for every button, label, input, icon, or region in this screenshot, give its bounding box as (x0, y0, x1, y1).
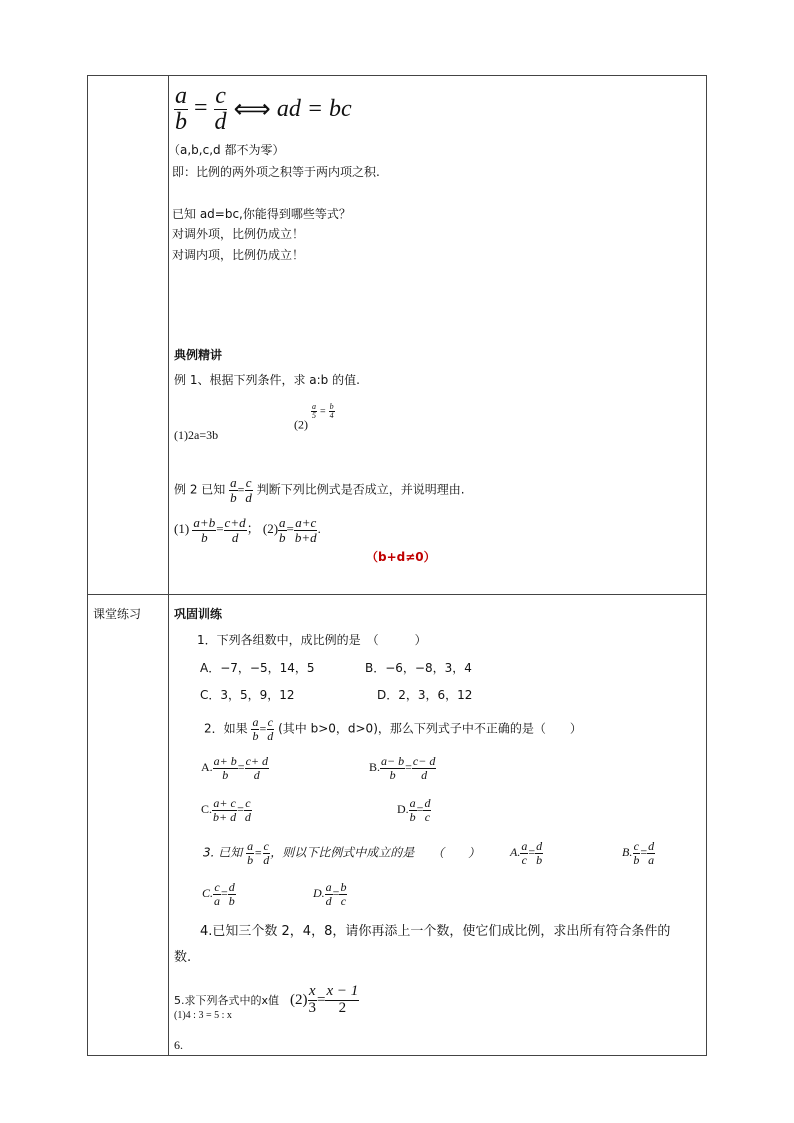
practice-heading: 巩固训练 (174, 607, 223, 621)
q1-option-b: B．−6，−8，3，4 (365, 661, 472, 675)
q2-option-d: D. $\frac{a}{b}$ = $\frac{d}{c}$ (397, 796, 431, 824)
question-5-title: 5.求下列各式中的x值 (174, 994, 280, 1007)
question-4-line2: 数. (174, 950, 192, 965)
iff-symbol: ⟺ (233, 94, 271, 124)
swap-outer-text: 对调外项，比例仍成立！ (172, 227, 305, 241)
question-3: 3. 已知 $\frac{a}{b}$ = $\frac{c}{d}$ ，则以下比例式中成立的是 （ ） (203, 839, 481, 867)
q3-option-b: B. $\frac{c}{b}$ = $\frac{d}{a}$ (622, 839, 655, 867)
lesson-table (87, 75, 707, 1056)
example1-part1: (1)2a=3b (174, 428, 219, 442)
question-1: 1．下列各组数中，成比例的是 （ ） (197, 633, 427, 647)
swap-inner-text: 对调内项，比例仍成立！ (172, 248, 305, 262)
q1-option-a: A．−7，−5，14，5 (200, 661, 315, 675)
q1-option-d: D．2，3，6，12 (377, 688, 473, 702)
example2-line: 例 2 已知 $\frac{a}{b}$ = $\frac{c}{d}$ 判断下列比例式是否成立，并说明理由. (174, 475, 465, 505)
example2-parts: (1) $\frac{a+b}{b}$ = $\frac{c+d}{d}$ ； (2) $\frac{a}{b}$ = $\frac{a+c}{b+d}$ . (174, 515, 321, 545)
nonzero-note: （b+d≠0） (366, 550, 436, 564)
question-text: 已知 ad=bc,你能得到哪些等式？ (172, 207, 351, 221)
proportion-formula: $\frac{a}{b}$ = $\frac{c}{d}$ ⟺ ad = bc (175, 83, 352, 136)
q2-option-c: C. $\frac{a+ c}{b+ d}$ = $\frac{c}{d}$ (201, 796, 251, 824)
question-5-part1: (1)4 : 3 = 5 : x (174, 1010, 232, 1021)
question-5-part2: (2) $\frac{x}{3}$ = $\frac{x - 1}{2}$ (290, 983, 359, 1016)
example1-title: 例 1、根据下列条件，求 a:b 的值. (174, 373, 360, 387)
question-6: 6. (174, 1038, 183, 1052)
q1-option-c: C．3，5，9，12 (200, 688, 295, 702)
meaning-text: 即：比例的两外项之积等于两内项之积. (172, 165, 380, 179)
column-divider (168, 76, 169, 1055)
q3-option-a: A. $\frac{a}{c}$ = $\frac{d}{b}$ (510, 839, 543, 867)
q2-option-b: B. $\frac{a- b}{b}$ = $\frac{c- d}{d}$ (369, 754, 436, 782)
question-4-line1: 4.已知三个数 2，4，8，请你再添上一个数，使它们成比例，求出所有符合条件的 (200, 924, 671, 939)
examples-heading: 典例精讲 (174, 348, 223, 362)
q3-option-c: C. $\frac{c}{a}$ = $\frac{d}{b}$ (202, 880, 235, 908)
condition-text: （a,b,c,d 都不为零） (168, 143, 285, 157)
question-2: 2．如果 $\frac{a}{b}$ = $\frac{c}{d}$ (其中 b>0，d>0)，那么下列式子中不正确的是（ ） (204, 715, 582, 743)
row-divider (88, 594, 706, 595)
example1-part2: (2) $\frac{a}{5}$ = $\frac{b}{4}$ (294, 402, 334, 432)
row-label-practice: 课堂练习 (93, 607, 142, 621)
q2-option-a: A. $\frac{a+ b}{b}$ = $\frac{c+ d}{d}$ (201, 754, 268, 782)
q3-option-d: D. $\frac{a}{d}$ = $\frac{b}{c}$ (313, 880, 347, 908)
